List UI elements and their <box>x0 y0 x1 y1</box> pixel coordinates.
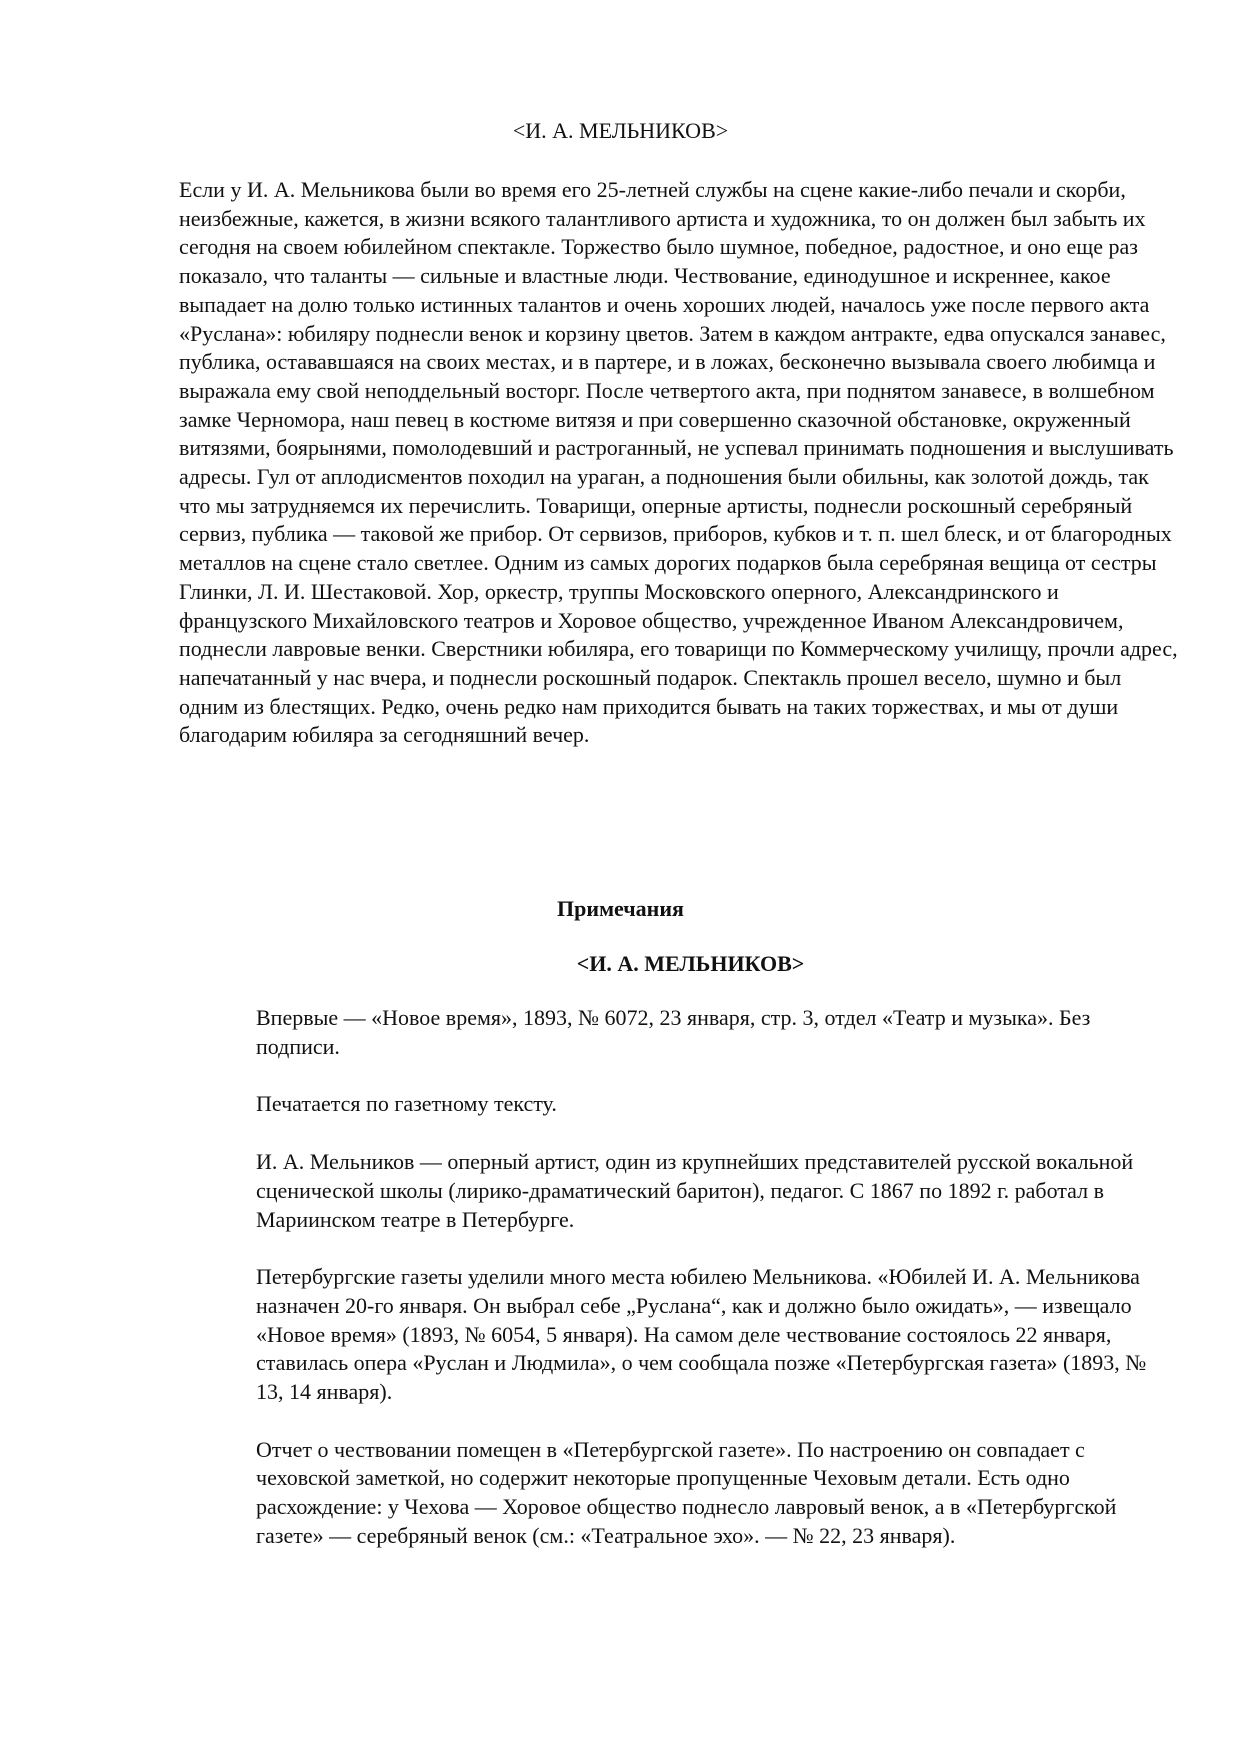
notes-subheading: <И. А. МЕЛЬНИКОВ> <box>576 951 805 976</box>
note-paragraph: И. А. Мельников — оперный артист, один из крупнейших представителей русской вокальной сценической школы (лирико-драматический баритон), педагог. С 1867 по 1892 г. работал в Мариинском театре в Петербурге. <box>256 1149 1134 1232</box>
notes-section <box>256 1004 1156 1580</box>
document-title: <И. А. МЕЛЬНИКОВ> <box>512 118 729 143</box>
notes-heading: Примечания <box>557 896 684 921</box>
note-paragraph: Впервые — «Новое время», 1893, № 6072, 23 января, стр. 3, отдел «Театр и музыка». Без подписи. <box>256 1005 1091 1059</box>
note-paragraph: Печатается по газетному тексту. <box>256 1091 557 1117</box>
document-body: Если у И. А. Мельникова были во время его 25-летней службы на сцене какие-либо печали и скорби, неизбежные, кажется, в жизни всякого талантливого артиста и художника, то он должен был забыть их сегодня на своем юбилейном спектакле. Торжество было шумное, победное, радостное, и оно еще раз показало, что таланты — сильные и властные люди. Чествование, единодушное и искреннее, какое выпадает на долю только истинных талантов и очень хороших людей, началось уже после первого акта «Руслана»: юбиляру поднесли венок и корзину цветов. Затем в каждом антракте, едва опускался занавес, публика, остававшаяся на своих местах, и в партере, и в ложах, бесконечно вызывала своего любимца и выражала ему свой неподдельный восторг. После четвертого акта, при поднятом занавесе, в волшебном замке Черномора, наш певец в костюме витязя и при совершенно сказочной обстановке, окруженный витязями, боярынями, помолодевший и растроганный, не успевал принимать подношения и выслушивать адресы. Гул от аплодисментов походил на ураган, а подношения были обильны, как золотой дождь, так что мы затрудняемся их перечислить. Товарищи, оперные артисты, поднесли роскошный серебряный сервиз, публика — таковой же прибор. От сервизов, приборов, кубков и т. п. шел блеск, и от благородных металлов на сцене стало светлее. Одним из самых дорогих подарков была серебряная вещица от сестры Глинки, Л. И. Шестаковой. Хор, оркестр, труппы Московского оперного, Александринского и французского Михайловского театров и Хоровое общество, учрежденное Иваном Александровичем, поднесли лавровые венки. Сверстники юбиляра, его товарищи по Коммерческому училищу, прочли адрес, напечатанный у нас вчера, и поднесли роскошный подарок. Спектакль прошел весело, шумно и был одним из блестящих. Редко, очень редко нам приходится бывать на таких торжествах, и мы от души благодарим юбиляра за сегодняшний вечер. <box>179 177 1178 748</box>
note-paragraph: Отчет о чествовании помещен в «Петербургской газете». По настроению он совпадает с чеховской заметкой, но содержит некоторые пропущенные Чеховым детали. Есть одно расхождение: у Чехова — Хоровое общество поднесло лавровый венок, а в «Петербургской газете» — серебряный венок (см.: «Театральное эхо». — № 22, 23 января). <box>256 1436 1117 1548</box>
note-paragraph: Петербургские газеты уделили много места юбилею Мельникова. «Юбилей И. А. Мельникова назначен 20-го января. Он выбрал себе „Руслана“, как и должно было ожидать», — извещало «Новое время» (1893, № 6054, 5 января). На самом деле чествование состоялось 22 января, ставилась опера «Руслан и Людмила», о чем сообщала позже «Петербургская газета» (1893, № 13, 14 января). <box>256 1264 1147 1405</box>
